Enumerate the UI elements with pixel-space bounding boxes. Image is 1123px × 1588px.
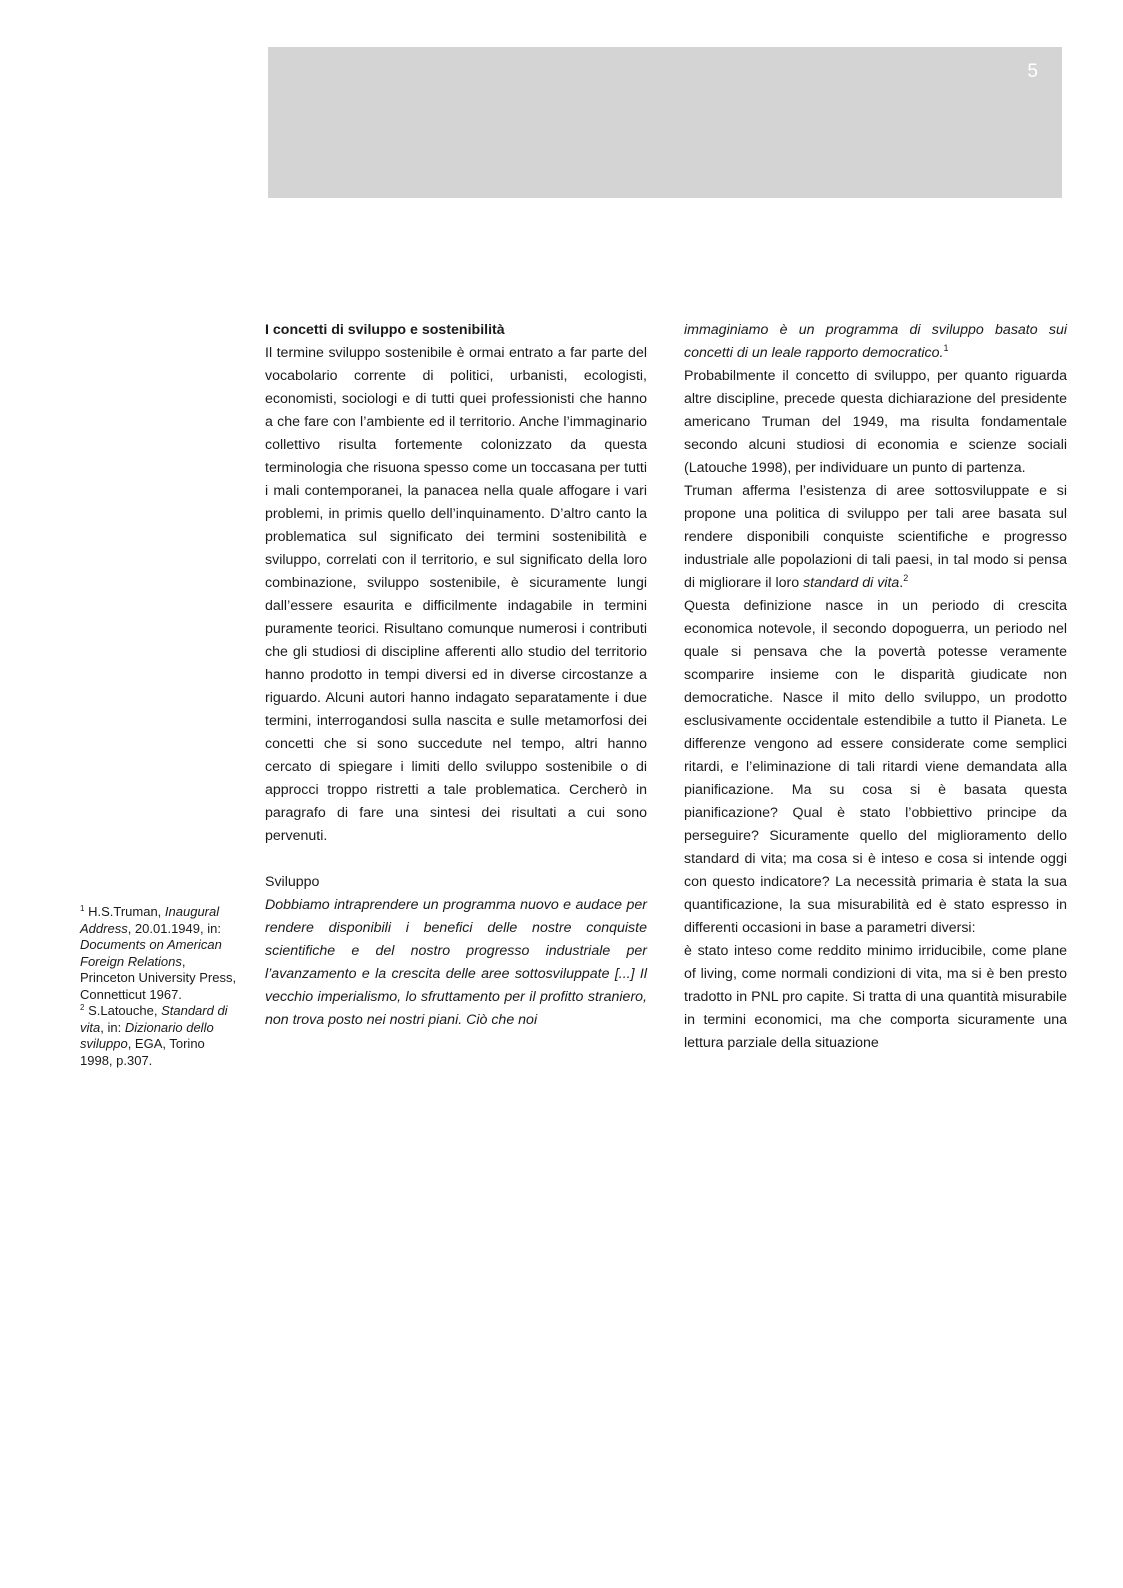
footnote-mid: , in: (100, 1019, 125, 1035)
footnote-number: 1 (80, 904, 85, 913)
left-column (265, 319, 647, 1032)
paragraph-text: . (899, 575, 904, 591)
truman-quote (265, 894, 647, 1032)
quote-text: immaginiamo è un programma di sviluppo basato sui concetti di un leale rapporto democratico. (684, 322, 1067, 361)
footnote-ref: 1 (943, 343, 949, 353)
right-column (684, 319, 1067, 1055)
intro-paragraph: Il termine sviluppo sostenibile è ormai entrato a far parte del vocabolario corrente di politici, urbanisti, ecologisti, economisti, sociologi e di tutti quei professionisti che hanno a che fare con l’ambiente ed il territorio. Anche l’immaginario collettivo risulta fortemente colonizzato da questa terminologia che risuona spesso come un toccasana per tutti i mali contemporanei, la panacea nella quale affogare i vari problemi, in primis quello dell’inquinamento. D’altro canto la problematica sul significato dei termini sostenibilità e sviluppo, correlati con il territorio, e sul significato della loro combinazione, sviluppo sostenibile, è sicuramente lungi dall’essere esaurita e difficilmente indagabile in termini puramente teorici. Risultano comunque numerosi i contributi che gli studiosi di discipline afferenti allo studio del territorio hanno prodotto in tempi diversi ed in diverse circostanze a riguardo. Alcuni autori hanno indagato separatamente i due termini, interrogandosi sulla nascita e sulle metamorfosi dei concetti che si sono succedute nel tempo, altri hanno cercato di spiegare i limiti dello sviluppo sostenibile o di approcci troppo ristretti a tale problematica. Cercherò in paragrafo di fare una sintesi dei risultati a cui sono pervenuti. (265, 345, 647, 844)
footnote-title: Standard di vita (80, 1003, 228, 1035)
footnote-title: Inaugural Address (80, 904, 220, 936)
footnote-rest: , EGA, Torino 1998, p.307. (80, 1036, 205, 1068)
footnote-author: H.S.Truman, (88, 904, 165, 919)
footnote-number: 2 (80, 1003, 85, 1012)
subsection-heading: Sviluppo (265, 874, 320, 890)
body-paragraph: è stato inteso come reddito minimo irriducibile, come plane of living, come normali condizioni di vita, ma si è ben presto tradotto in PNL pro capite. Si tratta di una quantità misurabile in termini economici, ma che comporta sicuramente una lettura parziale della situazione (684, 943, 1067, 1051)
quote-text: Dobbiamo intraprendere un programma nuovo e audace per rendere disponibili i benefici delle nostre conquiste scientifiche e del nostro progresso industriale per l’avanzamento e la crescita delle aree sottosviluppate [...] Il vecchio imperialismo, lo sfruttamento per il profitto straniero, non trova posto nei nostri piani. Ciò che noi (265, 897, 647, 1028)
page-number: 5 (1027, 61, 1038, 82)
footnote (80, 1003, 240, 1069)
header-band (268, 47, 1062, 198)
truman-quote-continued (684, 319, 1067, 365)
body-paragraph (684, 480, 1067, 595)
footnote-source: Documents on American Foreign Relations (80, 937, 222, 969)
footnote-rest: , Princeton University Press, Connetticut 1967. (80, 953, 237, 1002)
paragraph-gap (265, 848, 647, 871)
body-paragraph: Questa definizione nasce in un periodo di crescita economica notevole, il secondo dopoguerra, un periodo nel quale si pensava che la povertà potesse veramente scomparire insieme con le disparità giudicate non democratiche. Nasce il mito dello sviluppo, un prodotto esclusivamente occidentale estendibile a tutto il Pianeta. Le differenze vengono ad essere considerate come semplici ritardi, e l’eliminazione di tali ritardi viene demandata alla pianificazione. Ma su cosa si è basata questa pianificazione? Qual è stato l’obbiettivo principe da perseguire? Sicuramente quello del miglioramento dello standard di vita; ma cosa si è inteso e cosa si intende oggi con questo indicatore? La necessità primaria è stata la sua quantificazione, la sua misurabilità ed è stato espresso in differenti occasioni in base a parametri diversi: (684, 598, 1067, 936)
standard-di-vita: standard di vita (803, 575, 900, 591)
footnote-mid: , 20.01.1949, in: (127, 920, 221, 936)
section-heading: I concetti di sviluppo e sostenibilità (265, 322, 505, 338)
body-paragraph: Probabilmente il concetto di sviluppo, per quanto riguarda altre discipline, precede questa dichiarazione del presidente americano Truman del 1949, ma risulta fondamentale secondo alcuni studiosi di economia e scienze sociali (Latouche 1998), per individuare un punto di partenza. (684, 368, 1067, 476)
paragraph-text: Truman afferma l’esistenza di aree sottosviluppate e si propone una politica di sviluppo per tali aree basata sul rendere disponibili conquiste scientifiche e progresso industriale alle popolazioni di tali paesi, in tal modo si pensa di migliorare il loro (684, 483, 1067, 591)
footnote-source: Dizionario dello sviluppo (80, 1019, 214, 1051)
footnote (80, 904, 240, 1003)
footnotes (80, 904, 240, 1069)
footnote-author: S.Latouche, (88, 1003, 162, 1018)
footnote-ref: 2 (903, 573, 909, 583)
